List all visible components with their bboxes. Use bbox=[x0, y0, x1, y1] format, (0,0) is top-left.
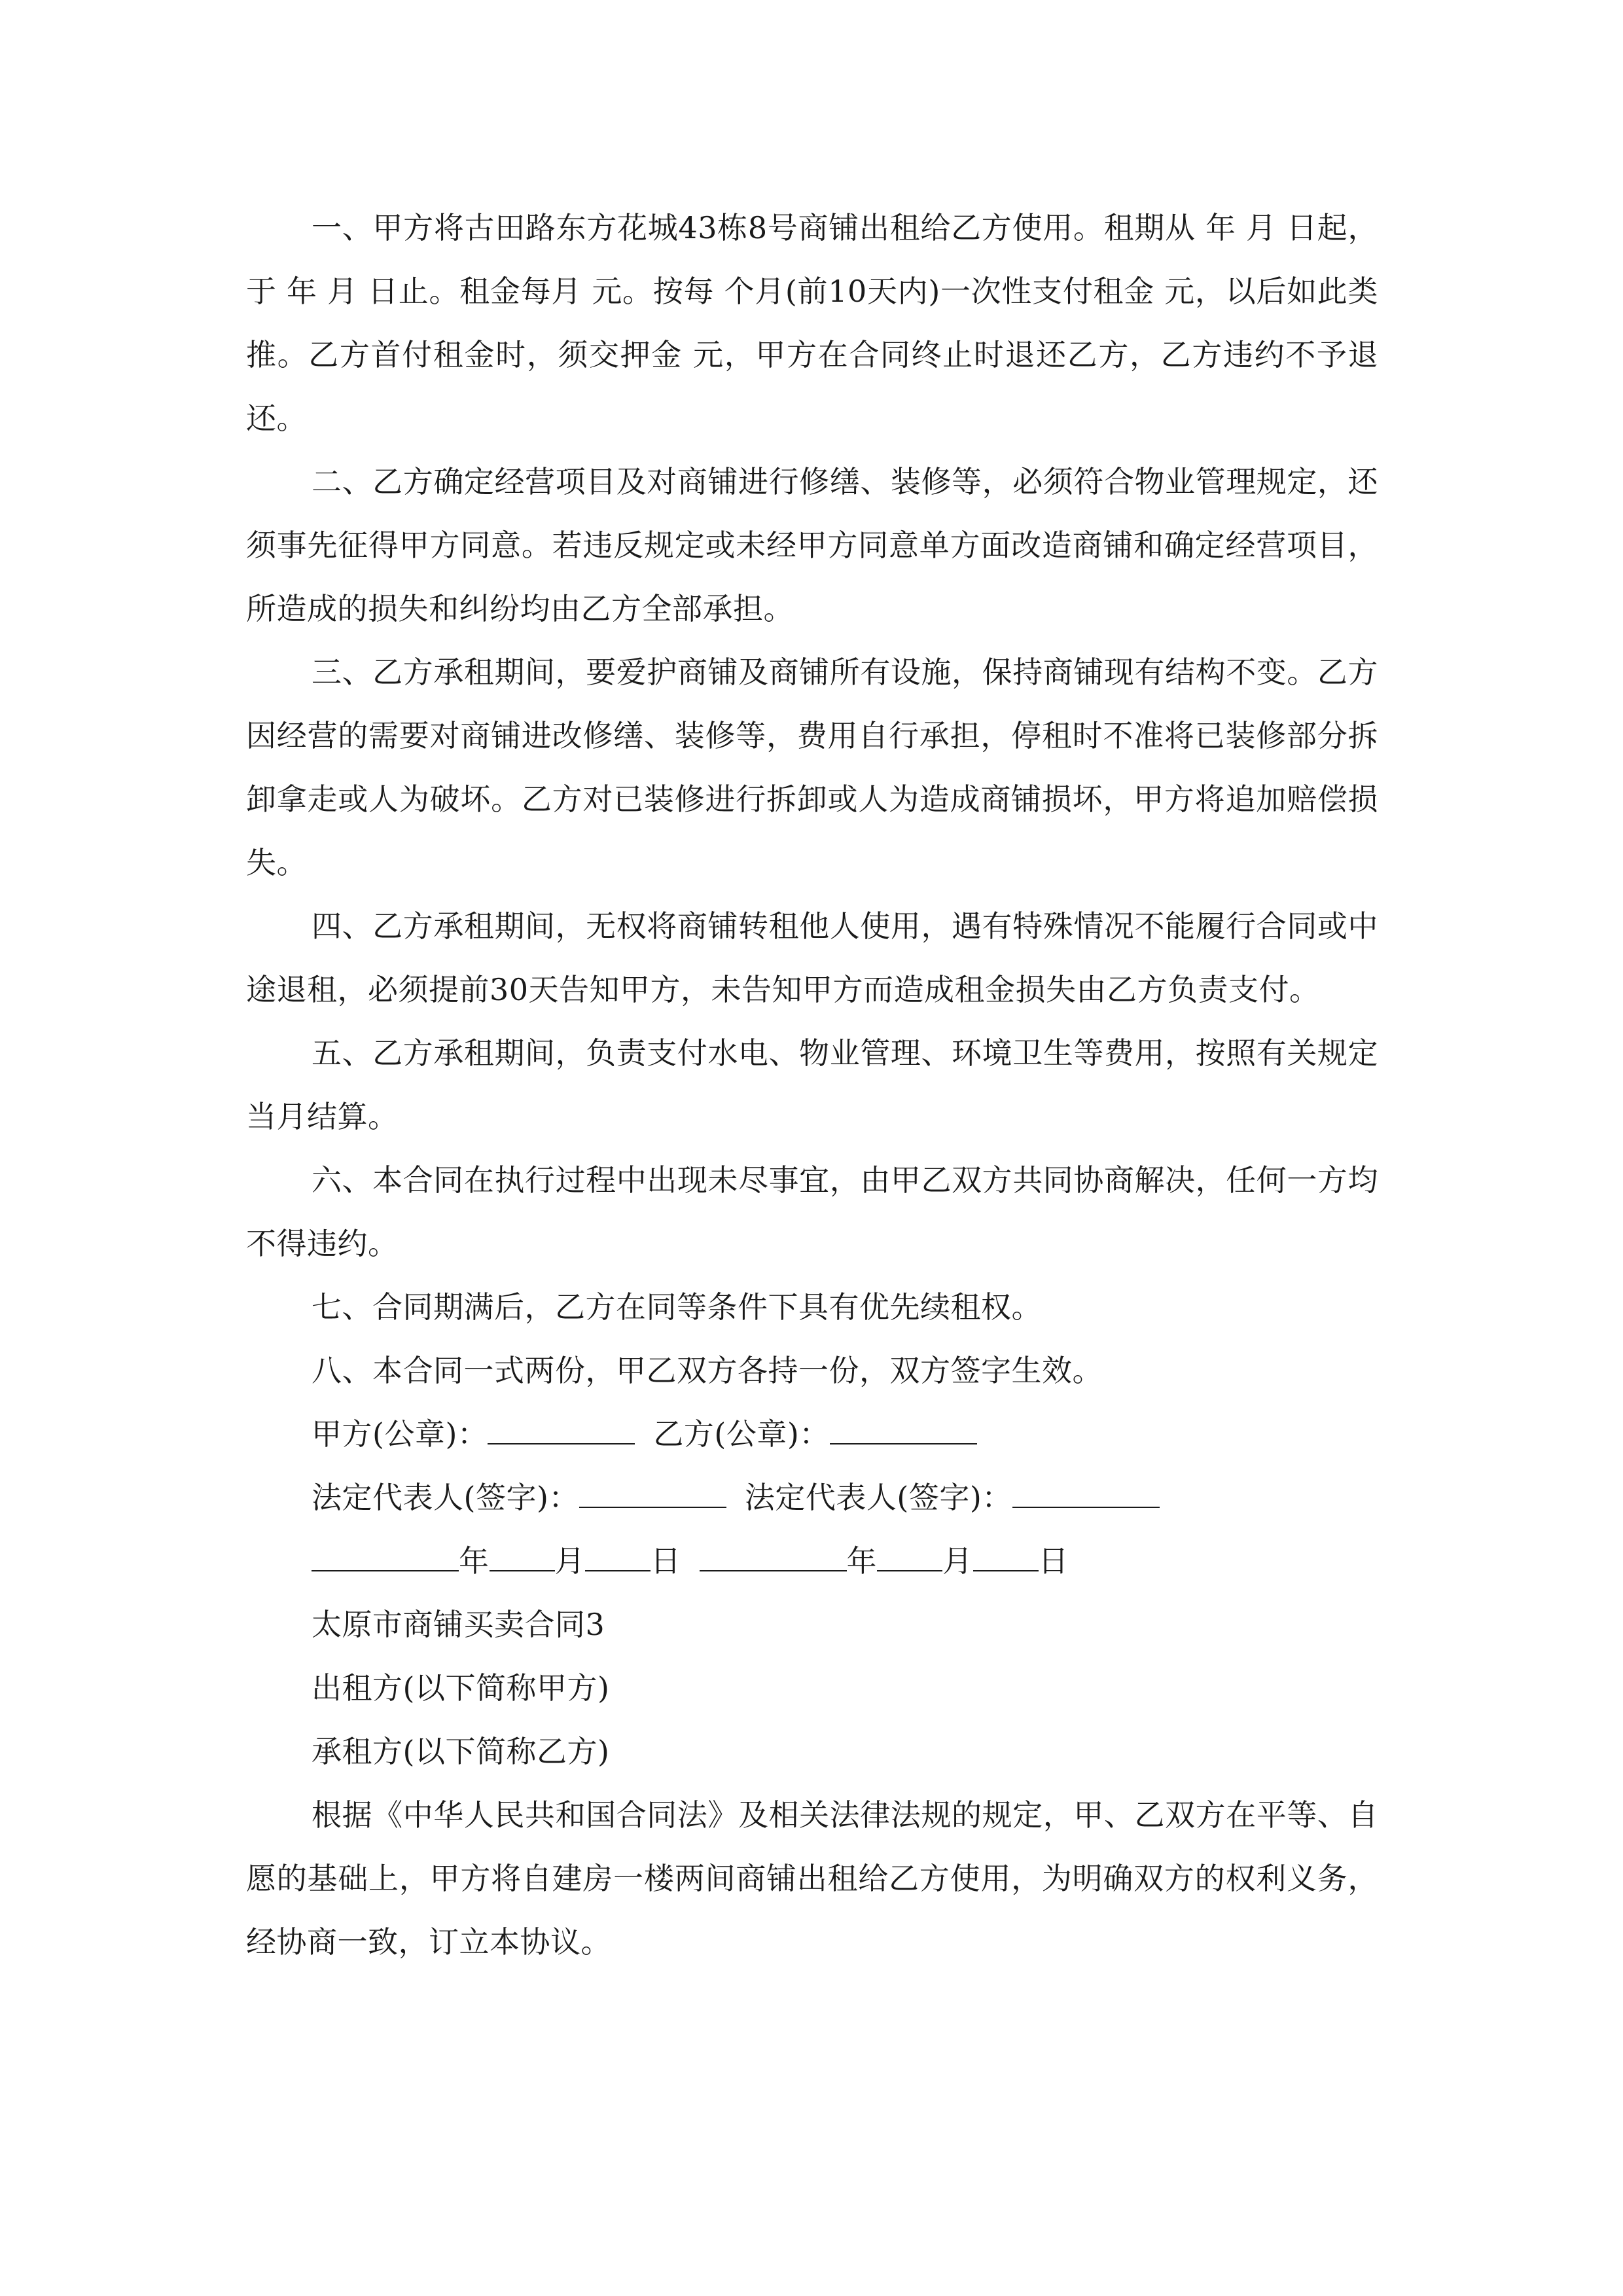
party-b-seal-blank[interactable] bbox=[830, 1417, 977, 1444]
party-b-seal-label: 乙方(公章)： bbox=[653, 1416, 830, 1452]
date-a-year-label: 年 bbox=[459, 1543, 490, 1579]
rep-b-label: 法定代表人(签字)： bbox=[744, 1480, 1012, 1515]
rep-b-blank[interactable] bbox=[1012, 1480, 1160, 1508]
date-line bbox=[246, 1530, 1378, 1593]
date-b-day-blank[interactable] bbox=[973, 1544, 1039, 1571]
date-b-year-blank[interactable] bbox=[700, 1544, 847, 1571]
date-a-day-blank[interactable] bbox=[585, 1544, 651, 1571]
clause-6: 六、本合同在执行过程中出现未尽事宜，由甲乙双方共同协商解决，任何一方均不得违约。 bbox=[246, 1162, 1378, 1261]
date-a-day-label: 日 bbox=[651, 1543, 681, 1579]
document-page bbox=[246, 196, 1378, 1974]
clause-7: 七、合同期满后，乙方在同等条件下具有优先续租权。 bbox=[312, 1289, 1042, 1325]
date-b-month-blank[interactable] bbox=[877, 1544, 942, 1571]
clause-1: 一、甲方将古田路东方花城43栋8号商铺出租给乙方使用。租期从 年 月 日起，于 年 月 日止。租金每月 元。按每 个月(前10天内)一次性支付租金 元，以后如此类推。乙方首付租金时，须交押金 元，甲方在合同终止时退还乙方，乙方违约不予退还。 bbox=[246, 210, 1378, 436]
lessor-line: 出租方(以下简称甲方) bbox=[312, 1670, 610, 1706]
representative-line bbox=[246, 1466, 1378, 1530]
clause-5: 五、乙方承租期间，负责支付水电、物业管理、环境卫生等费用，按照有关规定当月结算。 bbox=[246, 1035, 1378, 1134]
second-contract-intro: 根据《中华人民共和国合同法》及相关法律法规的规定，甲、乙双方在平等、自愿的基础上，甲方将自建房一楼两间商铺出租给乙方使用，为明确双方的权利义务，经协商一致，订立本协议。 bbox=[246, 1797, 1378, 1960]
seal-line bbox=[246, 1403, 1378, 1466]
date-b-day-label: 日 bbox=[1038, 1543, 1069, 1579]
date-b-month-label: 月 bbox=[942, 1543, 973, 1579]
lessee-line: 承租方(以下简称乙方) bbox=[312, 1734, 610, 1769]
clause-8: 八、本合同一式两份，甲乙双方各持一份，双方签字生效。 bbox=[312, 1353, 1103, 1388]
rep-a-blank[interactable] bbox=[579, 1480, 726, 1508]
date-a-month-blank[interactable] bbox=[490, 1544, 555, 1571]
rep-a-label: 法定代表人(签字)： bbox=[312, 1480, 579, 1515]
second-contract-title: 太原市商铺买卖合同3 bbox=[312, 1607, 605, 1642]
clause-3: 三、乙方承租期间，要爱护商铺及商铺所有设施，保持商铺现有结构不变。乙方因经营的需要对商铺进改修缮、装修等，费用自行承担，停租时不准将已装修部分拆卸拿走或人为破坏。乙方对已装修进行拆卸或人为造成商铺损坏，甲方将追加赔偿损失。 bbox=[246, 655, 1378, 880]
party-a-seal-label: 甲方(公章)： bbox=[312, 1416, 488, 1452]
date-b-year-label: 年 bbox=[846, 1543, 877, 1579]
date-a-month-label: 月 bbox=[554, 1543, 585, 1579]
clause-2: 二、乙方确定经营项目及对商铺进行修缮、装修等，必须符合物业管理规定，还须事先征得甲方同意。若违反规定或未经甲方同意单方面改造商铺和确定经营项目，所造成的损失和纠纷均由乙方全部承担。 bbox=[246, 464, 1378, 626]
clause-4: 四、乙方承租期间，无权将商铺转租他人使用，遇有特殊情况不能履行合同或中途退租，必须提前30天告知甲方，未告知甲方而造成租金损失由乙方负责支付。 bbox=[246, 908, 1378, 1007]
party-a-seal-blank[interactable] bbox=[488, 1417, 635, 1444]
date-a-year-blank[interactable] bbox=[312, 1544, 459, 1571]
